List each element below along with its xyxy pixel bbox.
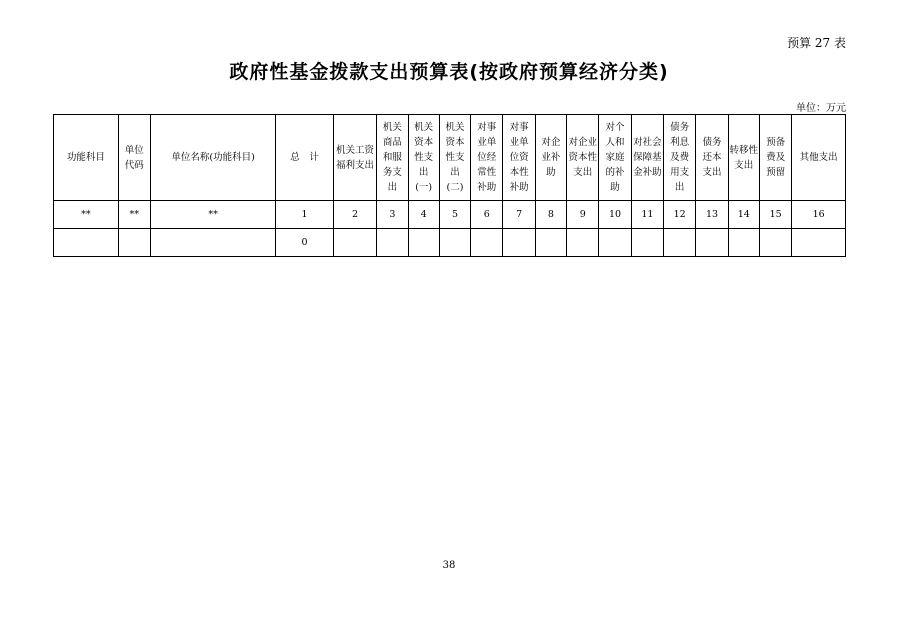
table-cell: 8: [535, 201, 566, 229]
table-cell: 13: [696, 201, 728, 229]
table-cell: 11: [631, 201, 663, 229]
header-row: [54, 115, 846, 201]
table-cell: [503, 229, 535, 257]
col-social-security: 对社会保障基金补助: [631, 115, 663, 201]
col-individual-family: 对个人和家庭的补助: [599, 115, 631, 201]
table-cell: 10: [599, 201, 631, 229]
table-cell: [150, 229, 275, 257]
table-cell: 1: [276, 201, 334, 229]
table-cell: [333, 229, 376, 257]
col-inst-regular-subsidy: 对事业单位经常性补助: [471, 115, 503, 201]
table-cell: [792, 229, 846, 257]
table-cell: [631, 229, 663, 257]
table-cell: 16: [792, 201, 846, 229]
table-cell: 14: [728, 201, 759, 229]
table-cell: 12: [664, 201, 696, 229]
table-cell: 4: [408, 201, 439, 229]
table-cell: **: [54, 201, 119, 229]
table-cell: 3: [377, 201, 408, 229]
table-cell: [408, 229, 439, 257]
table-cell: [118, 229, 150, 257]
col-capital-2: 机关资本性支出(二): [439, 115, 470, 201]
page-number: 38: [442, 560, 456, 571]
col-debt-interest: 债务利息及费用支出: [664, 115, 696, 201]
col-transfer: 转移性支出: [728, 115, 759, 201]
col-function-subject: 功能科目: [54, 115, 119, 201]
table-cell: [471, 229, 503, 257]
table-number: 预算 27 表: [787, 36, 846, 50]
table-cell: 6: [471, 201, 503, 229]
table-cell: [728, 229, 759, 257]
col-goods-services: 机关商品和服务支出: [377, 115, 408, 201]
unit-label: 单位：万元: [796, 103, 846, 114]
table-cell: **: [118, 201, 150, 229]
table-cell: 7: [503, 201, 535, 229]
table-cell: [664, 229, 696, 257]
col-wage-welfare: 机关工资福利支出: [333, 115, 376, 201]
table-cell: 15: [759, 201, 791, 229]
table-cell: [439, 229, 470, 257]
table-cell: [759, 229, 791, 257]
table-cell: 2: [333, 201, 376, 229]
document-title: 政府性基金拨款支出预算表(按政府预算经济分类): [229, 61, 669, 83]
table-cell: [377, 229, 408, 257]
index-row: [54, 201, 846, 229]
col-unit-code: 单位代码: [118, 115, 150, 201]
table-cell: [535, 229, 566, 257]
col-enterprise-capital: 对企业资本性支出: [567, 115, 599, 201]
col-capital-1: 机关资本性支出(一): [408, 115, 439, 201]
col-debt-principal: 债务还本支出: [696, 115, 728, 201]
col-unit-name: 单位名称(功能科目): [150, 115, 275, 201]
budget-table: [53, 114, 846, 257]
table-cell: 5: [439, 201, 470, 229]
col-inst-capital-subsidy: 对事业单位资本性补助: [503, 115, 535, 201]
table-cell: [54, 229, 119, 257]
table-cell: [567, 229, 599, 257]
table-cell: 0: [276, 229, 334, 257]
col-enterprise-subsidy: 对企业补助: [535, 115, 566, 201]
col-reserve: 预备费及预留: [759, 115, 791, 201]
table-cell: 9: [567, 201, 599, 229]
col-other: 其他支出: [792, 115, 846, 201]
table-cell: [696, 229, 728, 257]
data-row: [54, 229, 846, 257]
table-cell: [599, 229, 631, 257]
col-total: 总 计: [276, 115, 334, 201]
table-cell: **: [150, 201, 275, 229]
